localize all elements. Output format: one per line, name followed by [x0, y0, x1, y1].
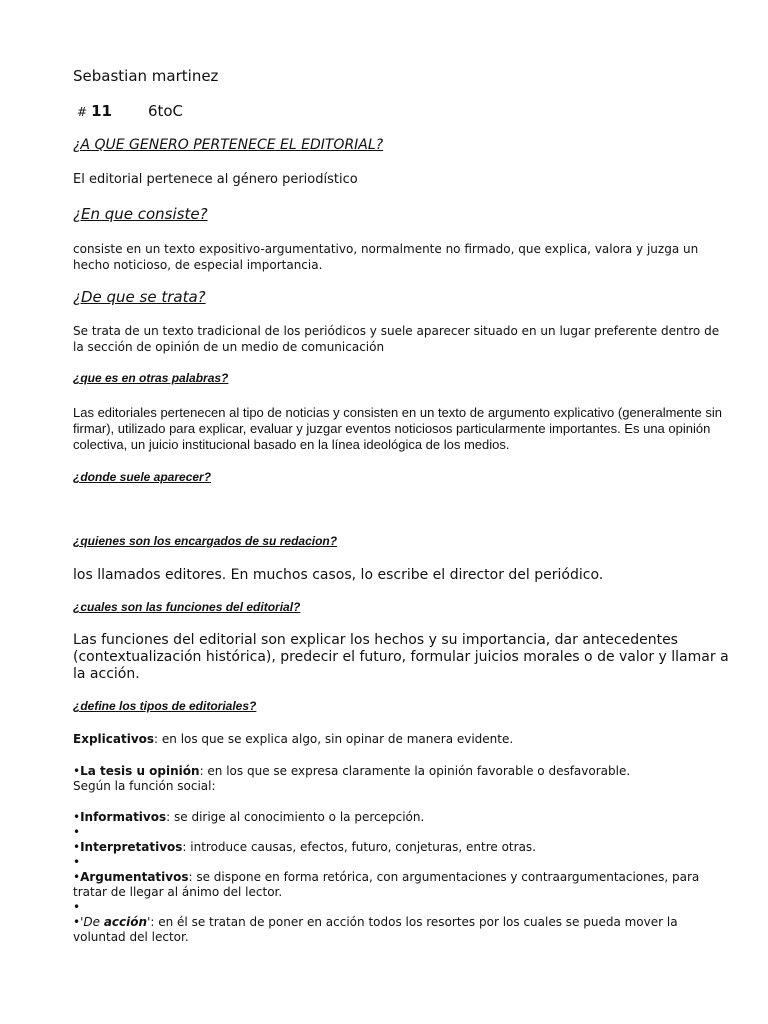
accion-suffix: ' — [147, 915, 151, 929]
author-name: Sebastian martinez — [73, 67, 219, 85]
bullet: • — [73, 840, 81, 854]
bullet: • — [73, 825, 81, 839]
answer-consiste: consiste en un texto expositivo-argumentativo, normalmente no firmado, que explica, valora y juzga un hecho noticioso, de especial importancia. — [73, 242, 699, 272]
answer-otras-palabras: Las editoriales pertenecen al tipo de noticias y consisten en un texto de argumento explicativo (generalmente sin firmar), utilizado para explicar, evaluar y juzgar eventos noticiosos particularmente importantes. Es una opinión colectiva, un juicio institucional basado en la línea ideológica de los medios. — [73, 405, 722, 452]
answer-trata: Se trata de un texto tradicional de los periódicos y suele aparecer situado en un lugar preferente dentro de la sección de opinión de un medio de comunicación — [73, 324, 720, 354]
accion-de: De — [83, 915, 104, 929]
text-explicativos: : en los que se explica algo, sin opinar de manera evidente. — [154, 732, 514, 746]
answer-genre: El editorial pertenece al género periodístico — [73, 172, 358, 187]
question-donde-aparece: ¿donde suele aparecer? — [73, 470, 212, 484]
term-accion: acción — [103, 915, 148, 929]
term-explicativos: Explicativos — [73, 732, 155, 746]
question-otras-palabras: ¿que es en otras palabras? — [73, 371, 229, 385]
question-tipos: ¿define los tipos de editoriales? — [73, 699, 257, 713]
answer-funciones: Las funciones del editorial son explicar los hechos y su importancia, dar antecedentes (contextualización histórica), predecir el futuro, formular juicios morales o de valor y llamar a la acción. — [73, 632, 729, 682]
student-number: 11 — [91, 102, 112, 120]
text-argumentativos: : se dispone en forma retórica, con argumentaciones y contraargumentaciones, para tratar de llegar al ánimo del lector. — [73, 870, 700, 899]
question-trata: ¿De que se trata? — [73, 288, 206, 306]
accion-prefix: ' — [80, 915, 84, 929]
text-informativos: : se dirige al conocimiento o la percepción. — [166, 810, 425, 824]
bullet: • — [73, 764, 81, 778]
text-accion: : en él se tratan de poner en acción todos los resortes por los cuales se pueda mover la voluntad del lector. — [73, 915, 678, 944]
bullet: • — [73, 900, 81, 914]
text-interpretativos: : introduce causas, efectos, futuro, conjeturas, entre otras. — [182, 840, 536, 854]
question-genre: ¿A QUE GENERO PERTENECE EL EDITORIAL? — [73, 137, 384, 153]
type-explicativos — [73, 732, 733, 747]
text-tesis: : en los que se expresa claramente la opinión favorable o desfavorable. — [199, 764, 631, 778]
number-hash: # — [77, 105, 88, 119]
answer-encargados: los llamados editores. En muchos casos, lo escribe el director del periódico. — [73, 567, 604, 583]
question-encargados: ¿quienes son los encargados de su redacion? — [73, 534, 338, 548]
question-funciones: ¿cuales son las funciones del editorial? — [73, 600, 301, 614]
student-number-line — [73, 102, 183, 120]
type-informativos — [73, 810, 733, 945]
term-interpretativos: Interpretativos — [80, 840, 183, 854]
term-argumentativos: Argumentativos — [80, 870, 189, 884]
term-informativos: Informativos — [80, 810, 167, 824]
course-label: 6toC — [147, 102, 184, 120]
bullet: • — [73, 915, 81, 929]
term-tesis: La tesis u opinión — [80, 764, 200, 778]
segun-funcion-social: Según la función social: — [73, 779, 216, 793]
question-consiste: ¿En que consiste? — [73, 205, 208, 223]
bullet: • — [73, 810, 81, 824]
bullet: • — [73, 855, 81, 869]
bullet: • — [73, 870, 81, 884]
type-tesis — [73, 764, 733, 794]
